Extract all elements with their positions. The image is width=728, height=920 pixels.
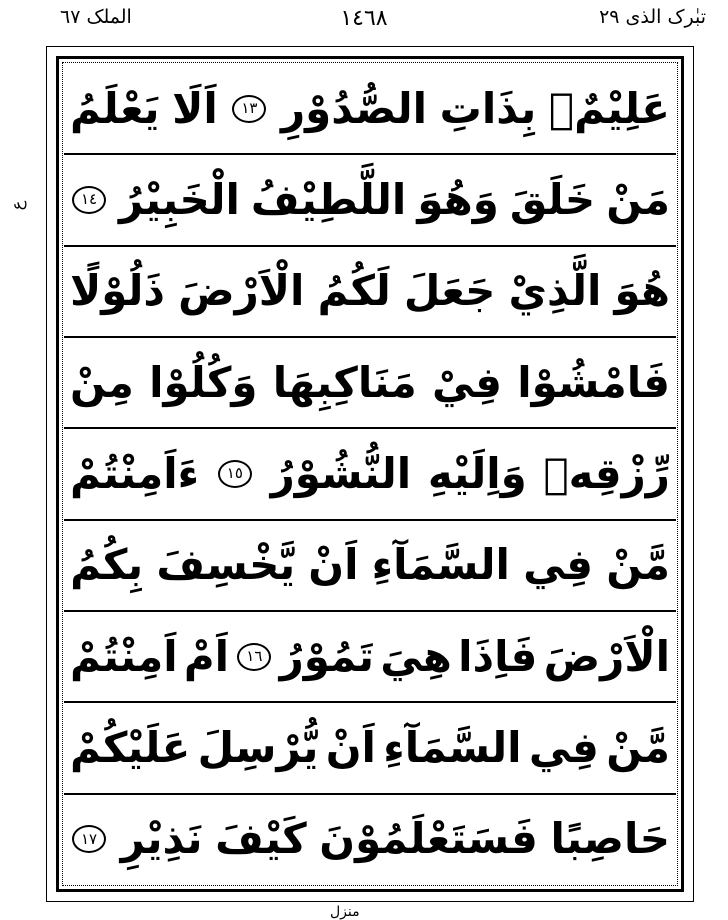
word: ءَاَمِنْتُمْ [70,448,200,498]
manzil-footer: منزل [330,904,360,920]
word: مَّنْ [606,540,670,590]
word: مَّنْ [606,722,670,772]
surah-name: الملک ٦٧ [60,6,132,28]
text-line [64,338,676,429]
word: الْاَرْضَ [178,266,305,316]
word: فَسَتَعْلَمُوْنَ [319,814,538,864]
word: تَمُوْرُ [279,631,375,681]
word: كَيْفَ [215,814,307,864]
word: فَامْشُوْا [517,357,670,407]
word: هُوَ [614,266,670,316]
word: الصُّدُوْرِ [280,83,428,133]
word: بِذَاتِ [439,83,537,133]
text-line [64,703,676,794]
ayah-number-marker: ١٥ [218,460,252,488]
word: اَمْ [183,631,230,681]
text-line [64,612,676,703]
word: يَعْلَمُ [70,83,160,133]
word: الْاَرْضَ [543,631,670,681]
text-line [64,795,676,884]
word: اللَّطِيْفُ [250,174,407,224]
word: ذَلُوْلًا [70,266,165,316]
page-header [0,6,728,40]
text-body [64,64,676,884]
word: السَّمَآءِ [371,540,510,590]
word: مَنَاكِبِهَا [272,357,417,407]
ayah-number-marker: ١٦ [237,643,271,671]
text-line [64,247,676,338]
word: مَنْ [606,174,670,224]
word: اَنْ [308,540,359,590]
text-line [64,155,676,246]
word: لَكُمُ [317,266,391,316]
word: بِكُمُ [70,540,144,590]
word: رِّزْقِهٖ [543,448,670,498]
ayah-number-marker: ١٤ [72,186,106,214]
ayah-number-marker: ١٣ [232,95,266,123]
word: السَّمَآءِ [383,722,522,772]
ruku-marker: ع [7,200,27,211]
ayah-number-marker: ١٧ [72,825,106,853]
word: فِي [523,540,594,590]
word: اَلَا [172,83,218,133]
text-line [64,521,676,612]
word: عَلَيْكُمْ [70,722,191,772]
juz-name: تبٰرک الذی ٢٩ [599,6,706,28]
word: النُّشُوْرُ [270,448,412,498]
word: يَّخْسِفَ [156,540,296,590]
word: يُّرْسِلَ [197,722,319,772]
page-number: ١٤٦٨ [340,6,388,31]
word: فَاِذَا [458,631,538,681]
word: فِي [528,722,599,772]
word: نَذِيْرِ [120,814,203,864]
word: اَنْ [325,722,376,772]
word: هِيَ [380,631,452,681]
text-line [64,429,676,520]
word: الَّذِيْ [508,266,602,316]
word: اَمِنْتُمْ [70,631,178,681]
word: جَعَلَ [403,266,496,316]
word: عَلِيْمٌۢ [548,83,670,133]
word: فِيْ [432,357,502,407]
word: خَلَقَ [509,174,596,224]
text-line [64,64,676,155]
word: وَاِلَيْهِ [427,448,527,498]
word: الْخَبِيْرُ [119,174,240,224]
word: مِنْ [70,357,134,407]
word: وَكُلُوْا [149,357,258,407]
word: وَهُوَ [417,174,499,224]
word: حَاصِبًا [550,814,670,864]
